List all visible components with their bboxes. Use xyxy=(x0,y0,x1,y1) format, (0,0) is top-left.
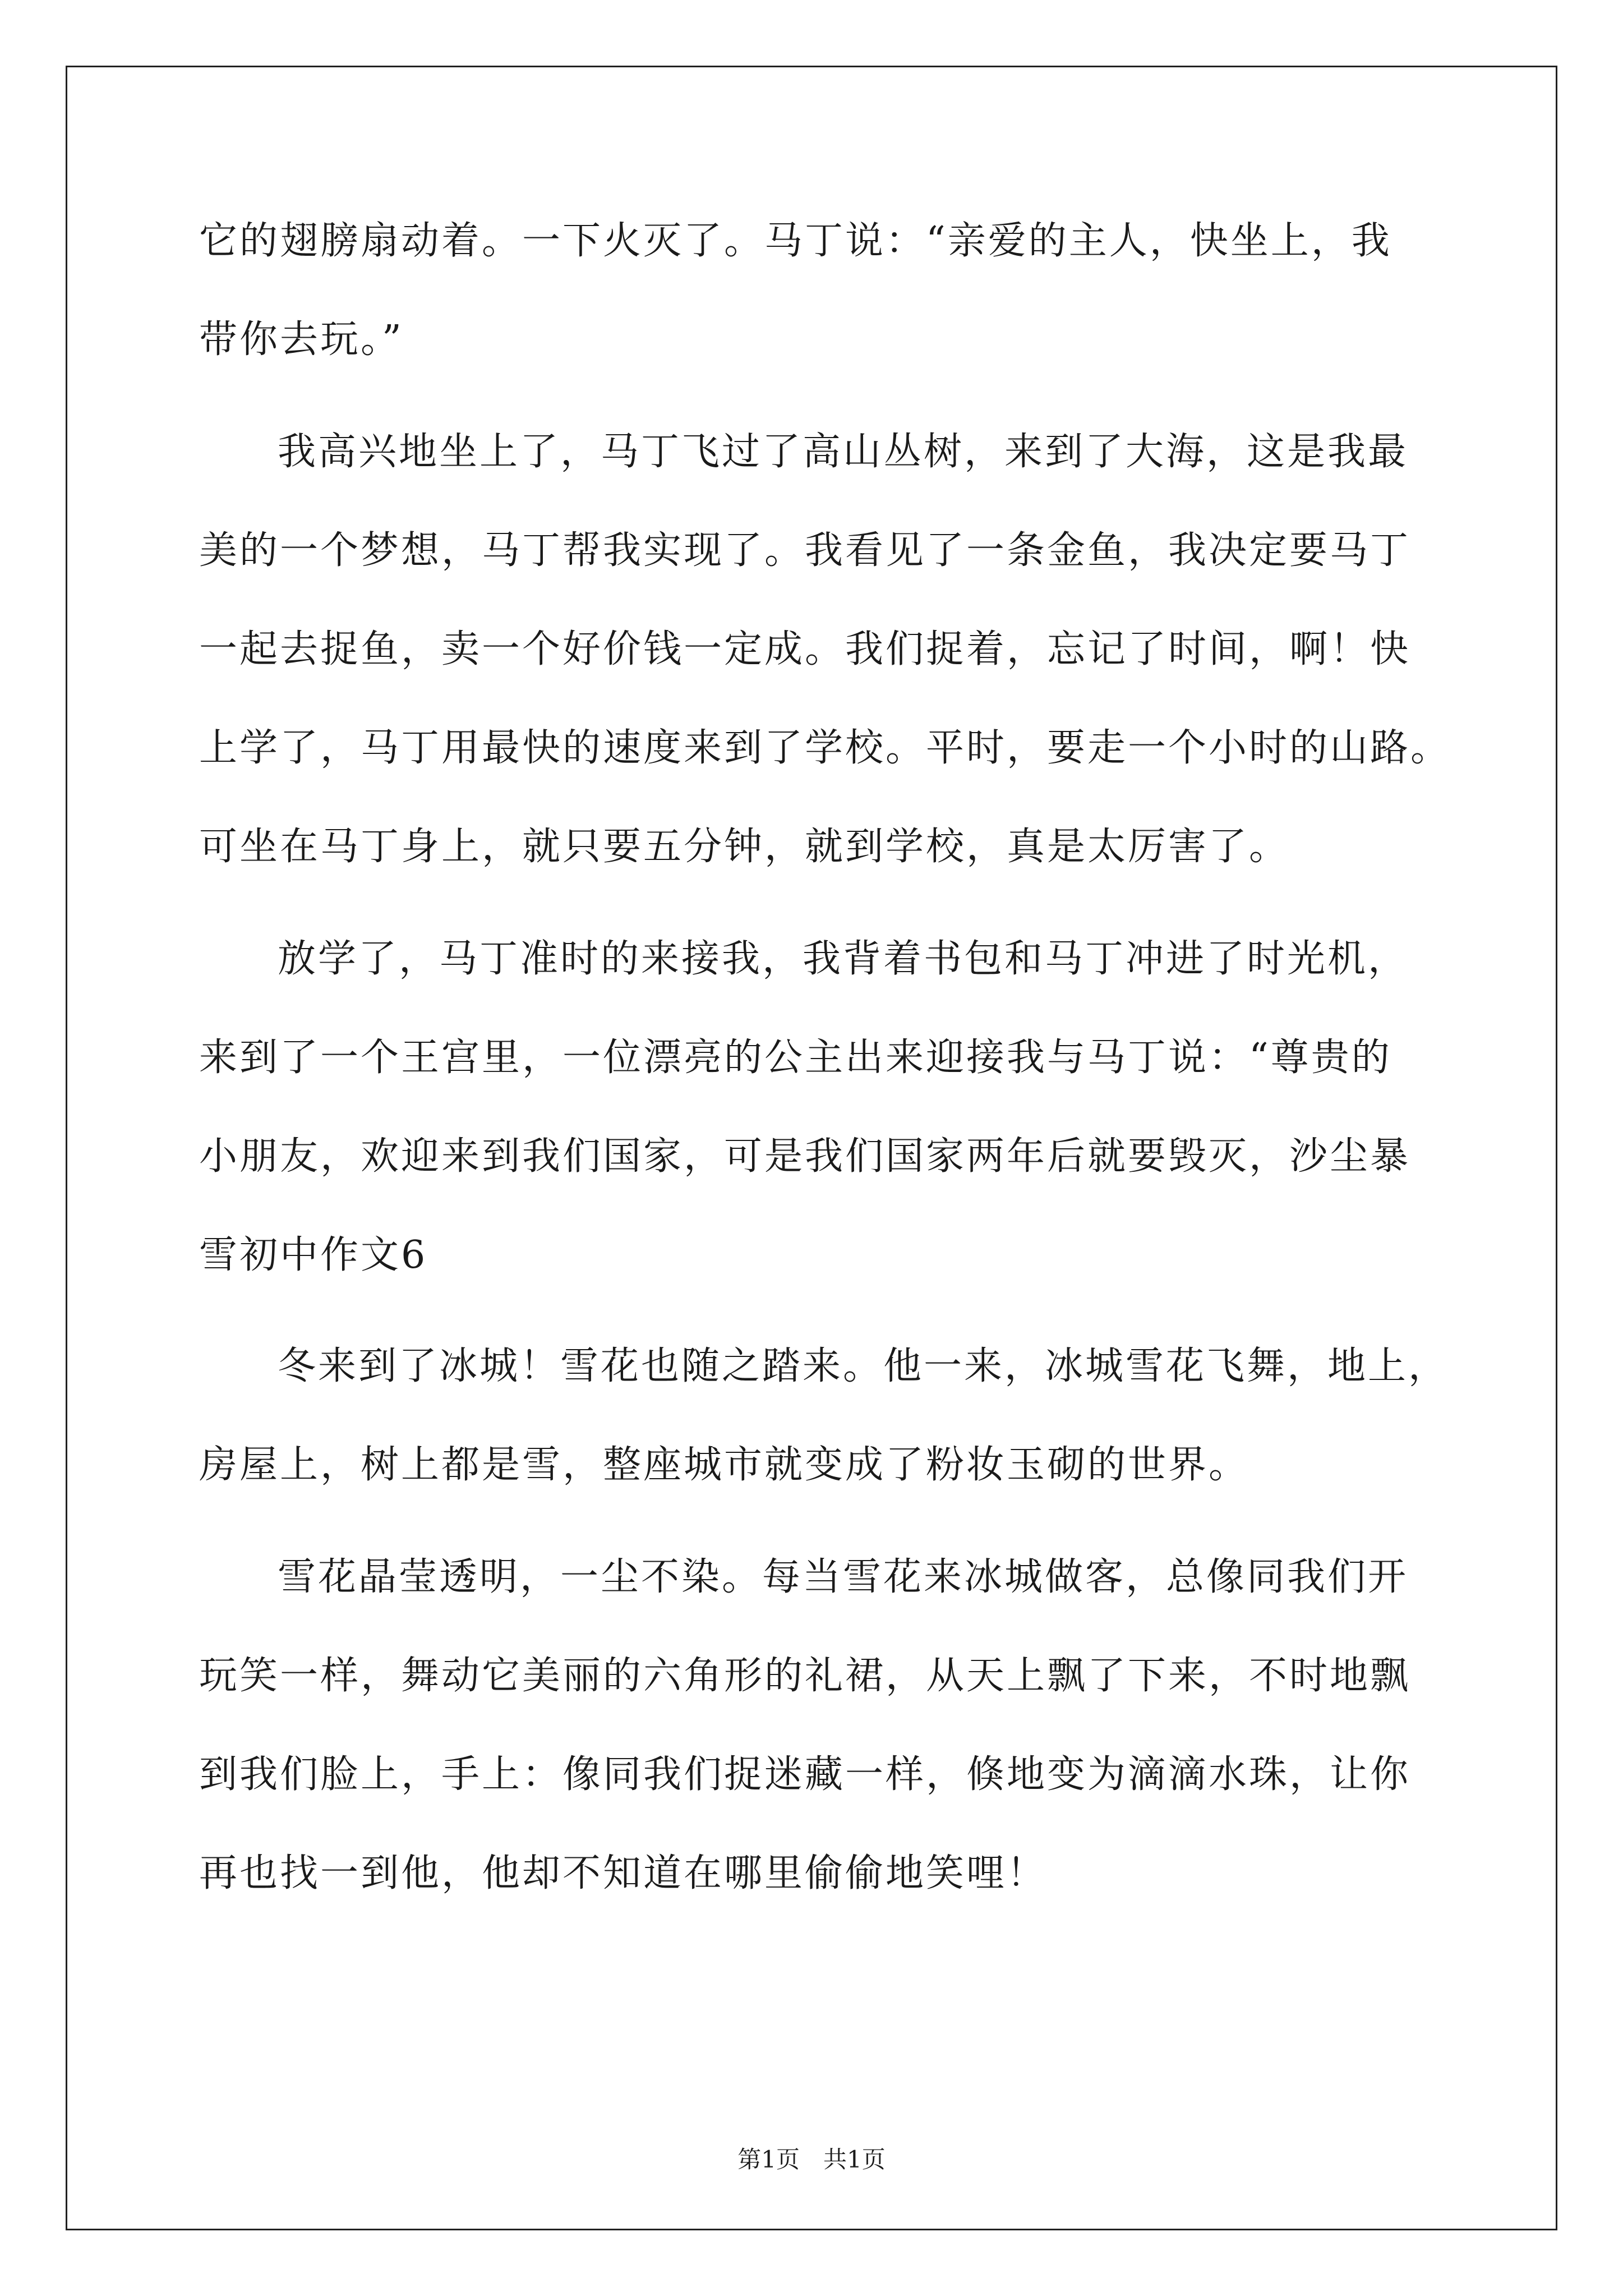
text-line: 再也找一到他，他却不知道在哪里偷偷地笑哩！ xyxy=(199,1851,1048,1895)
text-line: 到我们脸上，手上：像同我们捉迷藏一样，倏地变为滴滴水珠，让你 xyxy=(199,1752,1411,1797)
page-footer: 第1页 共1页 xyxy=(737,2146,886,2173)
paragraph-start: 冬来到了冰城！雪花也随之踏来。他一来，冰城雪花飞舞，地上， xyxy=(278,1344,1449,1388)
text-line: 来到了一个王宫里，一位漂亮的公主出来迎接我与马丁说：“尊贵的 xyxy=(199,1036,1392,1080)
paragraph-start: 放学了，马丁准时的来接我，我背着书包和马丁冲进了时光机， xyxy=(278,937,1409,981)
text-line: 房屋上，树上都是雪，整座城市就变成了粉妆玉砌的世界。 xyxy=(199,1443,1249,1487)
text-line: 玩笑一样，舞动它美丽的六角形的礼裙，从天上飘了下来，不时地飘 xyxy=(199,1654,1411,1698)
text-line: 小朋友，欢迎来到我们国家，可是我们国家两年后就要毁灭，沙尘暴 xyxy=(199,1134,1411,1179)
text-line: 带你去玩。” xyxy=(199,318,404,362)
text-line: 上学了，马丁用最快的速度来到了学校。平时，要走一个小时的山路。 xyxy=(199,726,1451,770)
text-line: 一起去捉鱼，卖一个好价钱一定成。我们捉着，忘记了时间，啊！快 xyxy=(199,627,1411,671)
paragraph-start: 我高兴地坐上了，马丁飞过了高山丛树，来到了大海，这是我最 xyxy=(278,430,1409,474)
paragraph-start: 雪花晶莹透明，一尘不染。每当雪花来冰城做客，总像同我们开 xyxy=(278,1555,1409,1599)
text-line: 可坐在马丁身上，就只要五分钟，就到学校，真是太厉害了。 xyxy=(199,825,1290,869)
section-heading: 雪初中作文6 xyxy=(199,1233,428,1277)
text-line: 美的一个梦想，马丁帮我实现了。我看见了一条金鱼，我决定要马丁 xyxy=(199,528,1411,573)
text-line: 它的翅膀扇动着。一下火灭了。马丁说：“亲爱的主人，快坐上，我 xyxy=(199,219,1392,263)
